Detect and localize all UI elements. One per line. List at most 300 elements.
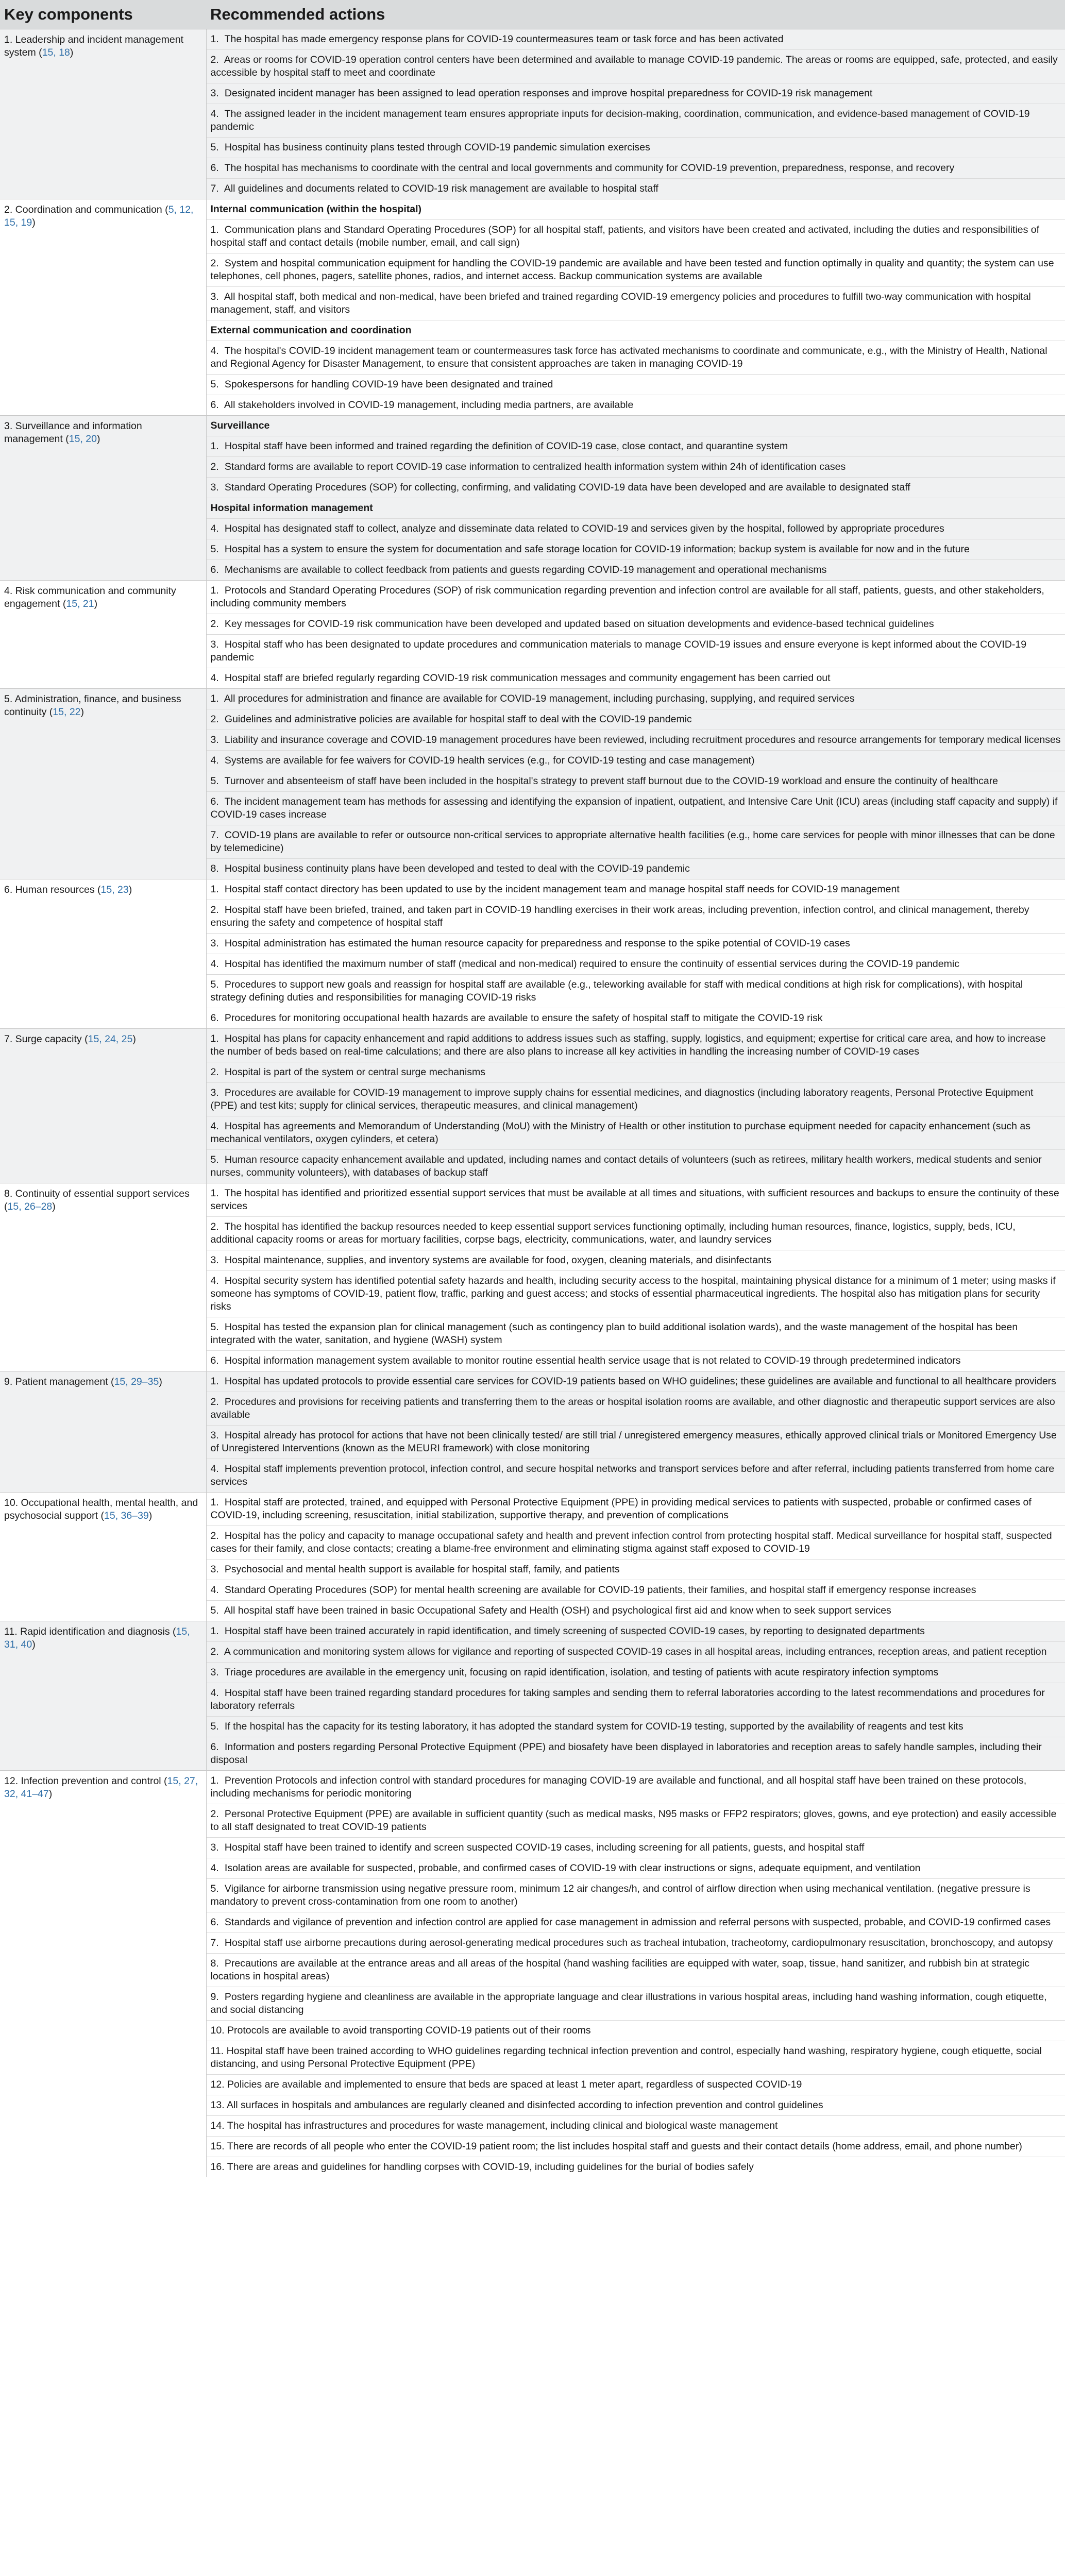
action-text: All hospital staff, both medical and non-medical, have been briefed and trained regarding COVID-19 emergency policies and procedures to fulfill two-way communication with hospital management, staff, and visitors	[210, 291, 1031, 315]
action-item	[207, 581, 1065, 614]
action-number: 8.	[210, 1958, 219, 1969]
table-section	[0, 1621, 1065, 1771]
action-number: 1.	[210, 1497, 219, 1508]
action-item	[207, 1717, 1065, 1737]
action-number: 16.	[210, 2161, 225, 2173]
action-item	[207, 457, 1065, 478]
action-item	[207, 614, 1065, 635]
subsection-heading: External communication and coordination	[207, 320, 1065, 341]
action-item	[207, 879, 1065, 900]
action-text: Hospital staff have been informed and trained regarding the definition of COVID-19 case, close contact, and quarantine system	[224, 440, 788, 452]
action-text: Hospital business continuity plans have been developed and tested to deal with the COVID-19 pandemic	[224, 863, 690, 874]
action-number: 2.	[210, 714, 219, 725]
reference-link[interactable]: 15, 24, 25	[88, 1033, 133, 1045]
action-text: The hospital has made emergency response plans for COVID-19 countermeasures team or task force and has been activated	[224, 33, 784, 45]
action-item	[207, 395, 1065, 415]
component-name: 7. Surge capacity	[4, 1033, 82, 1045]
action-number: 4.	[210, 1584, 219, 1596]
reference-link[interactable]: 15, 36–39	[104, 1510, 149, 1521]
action-number: 5.	[210, 1605, 219, 1616]
action-item	[207, 1954, 1065, 1987]
action-item	[207, 1912, 1065, 1933]
action-item	[207, 436, 1065, 457]
action-item	[207, 220, 1065, 253]
action-item	[207, 1771, 1065, 1804]
table-row	[0, 199, 1065, 416]
action-item	[207, 519, 1065, 539]
action-number: 4.	[210, 1463, 219, 1475]
action-number: 6.	[210, 1012, 219, 1024]
action-text: Hospital administration has estimated the human resource capacity for preparedness and response to the spike potential of COVID-19 cases	[224, 938, 850, 949]
action-number: 3.	[210, 1255, 219, 1266]
action-text: Procedures for monitoring occupational health hazards are available to ensure the safety of hospital staff to mitigate the COVID-19 risk	[224, 1012, 823, 1024]
action-text: Spokespersons for handling COVID-19 have been designated and trained	[224, 379, 553, 390]
action-item	[207, 375, 1065, 395]
action-item	[207, 1371, 1065, 1392]
action-item	[207, 1642, 1065, 1663]
recommended-actions-cell	[206, 1493, 1065, 1621]
action-number: 7.	[210, 829, 219, 841]
action-item	[207, 104, 1065, 138]
component-name: 9. Patient management	[4, 1376, 108, 1387]
action-number: 3.	[210, 1842, 219, 1853]
subsection-heading: Hospital information management	[207, 498, 1065, 519]
action-item	[207, 341, 1065, 375]
action-item	[207, 1317, 1065, 1351]
action-text: Vigilance for airborne transmission using negative pressure room, minimum 12 air changes/h, and control of airflow direction when using mechanical ventilation. (negative pressure is mandatory to prevent cross-contamination from one room to another)	[210, 1883, 1030, 1907]
action-number: 4.	[210, 345, 219, 357]
action-item	[207, 900, 1065, 934]
action-number: 4.	[210, 1275, 219, 1286]
action-item	[207, 1858, 1065, 1879]
action-text: Personal Protective Equipment (PPE) are available in sufficient quantity (such as medical masks, N95 masks or FFP2 respirators; gloves, gowns, and eye protection) and easily accessible to all staff designated to treat COVID-19 patients	[210, 1808, 1057, 1833]
action-item	[207, 1737, 1065, 1770]
action-item	[207, 2041, 1065, 2075]
action-number: 5.	[210, 1154, 219, 1165]
table-section	[0, 1771, 1065, 2178]
recommended-actions-cell	[206, 1621, 1065, 1771]
action-text: There are areas and guidelines for handling corpses with COVID-19, including guidelines for the burial of bodies safely	[227, 2161, 754, 2173]
component-name: 12. Infection prevention and control	[4, 1775, 161, 1787]
reference-link[interactable]: 15, 26–28	[7, 1201, 53, 1212]
key-component-cell: 6. Human resources (15, 23)	[0, 879, 206, 1029]
action-item	[207, 478, 1065, 498]
table-section	[0, 1029, 1065, 1183]
action-text: Procedures to support new goals and reassign for hospital staff are available (e.g., teleworking available for staff with medical conditions at high risk for complications), with hospital strategy defining duties and responsibilities for managing COVID-19 risks	[210, 979, 1023, 1003]
action-number: 5.	[210, 979, 219, 990]
action-number: 1.	[210, 33, 219, 45]
action-text: Triage procedures are available in the emergency unit, focusing on rapid identification, isolation, and testing of patients with acute respiratory infection symptoms	[224, 1667, 939, 1678]
action-number: 6.	[210, 162, 219, 174]
action-number: 1.	[210, 1033, 219, 1044]
header-key-components: Key components	[0, 0, 206, 29]
action-text: Prevention Protocols and infection control with standard procedures for managing COVID-19 are available and functional, and all hospital staff have been trained on these protocols, including mechanisms for periodic monitoring	[210, 1775, 1027, 1799]
action-item	[207, 1526, 1065, 1560]
action-text: The hospital has identified and prioritized essential support services that must be available at all times and situations, with sufficient resources and backups to ensure the continuity of these services	[210, 1188, 1059, 1212]
action-number: 4.	[210, 1687, 219, 1699]
action-item	[207, 1392, 1065, 1426]
action-number: 1.	[210, 224, 219, 235]
action-text: If the hospital has the capacity for its testing laboratory, it has adopted the standard system for COVID-19 testing, supported by the availability of reagents and test kits	[224, 1721, 963, 1732]
action-number: 5.	[210, 544, 219, 555]
action-text: COVID-19 plans are available to refer or outsource non-critical services to appropriate alternative health facilities (e.g., home care services for people with minor illnesses that can be done by telemedicine)	[210, 829, 1055, 854]
subsection-heading: Internal communication (within the hospital)	[207, 199, 1065, 220]
action-text: Hospital staff have been trained accurately in rapid identification, and timely screening of suspected COVID-19 cases, by reporting to designated departments	[224, 1625, 925, 1637]
action-item	[207, 954, 1065, 975]
action-item	[207, 1250, 1065, 1271]
action-item	[207, 1621, 1065, 1642]
reference-link[interactable]: 15, 29–35	[114, 1376, 159, 1387]
action-item	[207, 668, 1065, 688]
subsection-heading: Surveillance	[207, 416, 1065, 436]
action-item	[207, 539, 1065, 560]
action-number: 1.	[210, 585, 219, 596]
action-item	[207, 1493, 1065, 1526]
action-number: 3.	[210, 1087, 219, 1098]
action-item	[207, 1150, 1065, 1183]
action-number: 13.	[210, 2099, 225, 2111]
table-row	[0, 689, 1065, 879]
action-text: Procedures and provisions for receiving patients and transferring them to the areas or hospital isolation rooms are available, and other diagnostic and therapeutic support services are also available	[210, 1396, 1055, 1420]
action-item	[207, 138, 1065, 158]
component-name: 8. Continuity of essential support services	[4, 1188, 190, 1199]
action-item	[207, 1879, 1065, 1912]
table-row	[0, 879, 1065, 1029]
action-text: Hospital has agreements and Memorandum of Understanding (MoU) with the Ministry of Health or other institution to purchase equipment needed for capacity enhancement (such as mechanical ventilators, oxygen cylinders, et cetera)	[210, 1121, 1030, 1145]
action-number: 1.	[210, 884, 219, 895]
action-text: Guidelines and administrative policies are available for hospital staff to deal with the COVID-19 pandemic	[224, 714, 692, 725]
action-text: Hospital maintenance, supplies, and inventory systems are available for food, oxygen, cleaning materials, and disinfectants	[224, 1255, 772, 1266]
action-text: The hospital has identified the backup resources needed to keep essential support services functioning optimally, including human resources, finance, logistics, supply, beds, ICU, additional capacity rooms or areas for mortuary facilities, corpse bags, electricity, communications, water, and laundry services	[210, 1221, 1016, 1245]
key-component-cell: 4. Risk communication and community engagement (15, 21)	[0, 581, 206, 689]
table-row	[0, 1493, 1065, 1621]
action-item	[207, 1083, 1065, 1116]
action-number: 4.	[210, 523, 219, 534]
action-text: Hospital staff have been trained according to WHO guidelines regarding technical infection prevention and control, especially hand washing, respiratory hygiene, cough etiquette, social distancing, and using Personal Protective Equipment (PPE)	[210, 2045, 1042, 2070]
action-text: Procedures are available for COVID-19 management to improve supply chains for essential medicines, and diagnostics (including laboratory reagents, Personal Protective Equipment (PPE) and test kits; supply for clinical services, therapeutic measures, and clinical management)	[210, 1087, 1034, 1111]
action-item	[207, 771, 1065, 792]
action-number: 4.	[210, 958, 219, 970]
reference-link[interactable]: 15, 21	[66, 598, 94, 609]
table-section	[0, 29, 1065, 199]
component-name: 2. Coordination and communication	[4, 204, 162, 215]
key-component-cell: 8. Continuity of essential support services (15, 26–28)	[0, 1183, 206, 1371]
table-section	[0, 689, 1065, 879]
action-number: 7.	[210, 1937, 219, 1948]
action-item	[207, 2095, 1065, 2116]
recommended-actions-cell	[206, 29, 1065, 199]
action-item	[207, 1560, 1065, 1580]
action-text: Isolation areas are available for suspected, probable, and confirmed cases of COVID-19 with clear instructions or signs, adequate equipment, and ventilation	[224, 1862, 921, 1874]
reference-link[interactable]: 15, 18	[42, 47, 70, 58]
key-component-cell: 9. Patient management (15, 29–35)	[0, 1371, 206, 1493]
action-item	[207, 253, 1065, 287]
action-number: 1.	[210, 1775, 219, 1786]
action-text: Areas or rooms for COVID-19 operation control centers have been determined and available to manage COVID-19 pandemic. The areas or rooms are equipped, safe, protected, and easily accessible by hospital staff to meet and coordinate	[210, 54, 1058, 78]
action-item	[207, 1987, 1065, 2021]
action-item	[207, 1271, 1065, 1317]
action-number: 2.	[210, 258, 219, 269]
action-number: 2.	[210, 1066, 219, 1078]
action-text: The hospital's COVID-19 incident management team or countermeasures task force has activated mechanisms to coordinate and communicate, e.g., with the Ministry of Health, National and Regional Agency for Disaster Management, to ensure that consistent approaches are taken in managing COVID-19	[210, 345, 1047, 369]
action-number: 4.	[210, 672, 219, 684]
action-text: Posters regarding hygiene and cleanliness are available in the appropriate language and clear illustrations in various hospital areas, including hand washing information, cough etiquette, and social distancing	[210, 1991, 1047, 2015]
table-row	[0, 29, 1065, 199]
action-number: 1.	[210, 693, 219, 704]
action-text: Hospital has tested the expansion plan for clinical management (such as contingency plan to build additional isolation wards), and the waste management of the hospital has been integrated with the water, sanitation, and hygiene (WASH) system	[210, 1321, 1018, 1346]
recommended-actions-cell	[206, 416, 1065, 581]
recommended-actions-cell	[206, 581, 1065, 689]
action-text: Hospital security system has identified potential safety hazards and health, including security access to the hospital, maintaining physical distance for a minimum of 1 meter; using masks if someone has symptoms of COVID-19, patient flow, traffic, parking and guest access; and stocks of essential pharmaceutical ingredients. The hospital also has mitigation plans for security risks	[210, 1275, 1056, 1312]
action-item	[207, 730, 1065, 751]
reference-link[interactable]: 15, 23	[100, 884, 129, 895]
component-name: 5. Administration, finance, and business continuity	[4, 693, 181, 718]
reference-link[interactable]: 15, 27, 32, 41–47	[4, 1775, 198, 1800]
action-number: 3.	[210, 639, 219, 650]
action-item	[207, 179, 1065, 199]
action-text: Hospital staff have been trained regarding standard procedures for taking samples and sending them to referral laboratories according to the latest recommendations and procedures for laboratory referrals	[210, 1687, 1045, 1711]
action-number: 3.	[210, 1564, 219, 1575]
action-text: Systems are available for fee waivers for COVID-19 health services (e.g., for COVID-19 testing and case management)	[224, 755, 755, 766]
action-text: Protocols are available to avoid transporting COVID-19 patients out of their rooms	[227, 2025, 591, 2036]
action-number: 4.	[210, 1121, 219, 1132]
action-item	[207, 934, 1065, 954]
reference-link[interactable]: 15, 31, 40	[4, 1626, 190, 1650]
action-number: 6.	[210, 1355, 219, 1366]
action-number: 3.	[210, 482, 219, 493]
action-text: Hospital has designated staff to collect, analyze and disseminate data related to COVID-19 and services given by the hospital, followed by appropriate procedures	[224, 523, 944, 534]
table-row	[0, 1029, 1065, 1183]
action-item	[207, 1351, 1065, 1371]
action-item	[207, 1838, 1065, 1858]
action-text: All procedures for administration and finance are available for COVID-19 management, including purchasing, supplying, and required services	[224, 693, 855, 704]
action-item	[207, 2137, 1065, 2157]
action-item	[207, 709, 1065, 730]
action-text: Standard forms are available to report COVID-19 case information to centralized health information system within 24h of identification cases	[224, 461, 846, 472]
action-text: Hospital has plans for capacity enhancement and rapid additions to address issues such as staffing, supply, logistics, and equipment; expertise for critical care area, and how to increase the number of beds based on real-time calculations; and there are also plans to increase all key activities in handling the increasing number of COVID-19 cases	[210, 1033, 1046, 1057]
action-item	[207, 975, 1065, 1008]
action-text: Hospital has identified the maximum number of staff (medical and non-medical) required to ensure the continuity of essential services during the COVID-19 pandemic	[224, 958, 959, 970]
action-item	[207, 2157, 1065, 2177]
action-text: System and hospital communication equipment for handling the COVID-19 pandemic are available and have been tested and function optimally in quality and quantity; the system can use telephones, cell phones, pagers, satellite phones, radios, and internet access. Backup communication systems are available	[210, 258, 1054, 282]
key-component-cell: 10. Occupational health, mental health, and psychosocial support (15, 36–39)	[0, 1493, 206, 1621]
table-row	[0, 1621, 1065, 1771]
action-item	[207, 825, 1065, 859]
action-number: 6.	[210, 399, 219, 411]
action-number: 6.	[210, 564, 219, 575]
action-text: All stakeholders involved in COVID-19 management, including media partners, are available	[224, 399, 634, 411]
action-text: Key messages for COVID-19 risk communication have been developed and updated based on situation developments and evidence-based technical guidelines	[224, 618, 934, 630]
action-number: 3.	[210, 291, 219, 302]
action-text: Hospital staff are briefed regularly regarding COVID-19 risk communication messages and community engagement has been carried out	[224, 672, 831, 684]
reference-link[interactable]: 5, 12, 15, 19	[4, 204, 194, 228]
action-item	[207, 1217, 1065, 1250]
action-text: Standard Operating Procedures (SOP) for collecting, confirming, and validating COVID-19 data have been developed and are available to designated staff	[224, 482, 910, 493]
action-item	[207, 2116, 1065, 2137]
action-text: All guidelines and documents related to COVID-19 risk management are available to hospital staff	[224, 183, 658, 194]
table-header-row	[0, 0, 1065, 29]
action-number: 14.	[210, 2120, 225, 2131]
action-text: There are records of all people who enter the COVID-19 patient room; the list includes hospital staff and guests and their contact details (home address, email, and phone number)	[227, 2141, 1022, 2152]
action-item	[207, 1804, 1065, 1838]
table-section	[0, 199, 1065, 416]
action-number: 2.	[210, 1808, 219, 1820]
action-text: All hospital staff have been trained in basic Occupational Safety and Health (OSH) and psychological first aid and know when to seek support services	[224, 1605, 891, 1616]
action-number: 9.	[210, 1991, 219, 2003]
action-item	[207, 1580, 1065, 1601]
action-item	[207, 2075, 1065, 2095]
action-item	[207, 2021, 1065, 2041]
action-number: 2.	[210, 618, 219, 630]
key-component-cell: 3. Surveillance and information management (15, 20)	[0, 416, 206, 581]
action-number: 3.	[210, 88, 219, 99]
table-row	[0, 1371, 1065, 1493]
action-number: 4.	[210, 108, 219, 120]
table-row	[0, 416, 1065, 581]
action-item	[207, 1116, 1065, 1150]
action-item	[207, 1601, 1065, 1621]
action-number: 3.	[210, 1667, 219, 1678]
action-text: Standards and vigilance of prevention and infection control are applied for case management in admission and referral persons with suspected, probable, and COVID-19 confirmed cases	[224, 1917, 1051, 1928]
action-text: Mechanisms are available to collect feedback from patients and guests regarding COVID-19 management and operational mechanisms	[224, 564, 827, 575]
action-number: 4.	[210, 1862, 219, 1874]
table-section	[0, 879, 1065, 1029]
action-number: 4.	[210, 755, 219, 766]
action-number: 15.	[210, 2141, 225, 2152]
action-number: 2.	[210, 54, 219, 65]
action-number: 5.	[210, 379, 219, 390]
recommended-actions-cell	[206, 1771, 1065, 2178]
action-number: 1.	[210, 1376, 219, 1387]
action-number: 2.	[210, 1396, 219, 1408]
action-number: 3.	[210, 1430, 219, 1441]
action-item	[207, 158, 1065, 179]
action-item	[207, 1008, 1065, 1028]
action-number: 1.	[210, 440, 219, 452]
component-name: 10. Occupational health, mental health, and psychosocial support	[4, 1497, 198, 1521]
action-item	[207, 29, 1065, 50]
action-number: 2.	[210, 1530, 219, 1541]
table-section	[0, 581, 1065, 689]
recommended-actions-cell	[206, 1183, 1065, 1371]
action-text: Communication plans and Standard Operating Procedures (SOP) for all hospital staff, patients, and visitors have been created and activated, including the duties and responsibilities of hospital staff and contact details (mobile number, email, and call sign)	[210, 224, 1040, 248]
action-text: Hospital has business continuity plans tested through COVID-19 pandemic simulation exercises	[224, 142, 650, 153]
action-text: Information and posters regarding Personal Protective Equipment (PPE) and biosafety have been displayed in laboratories and reception areas to safely handle samples, including their disposal	[210, 1741, 1042, 1766]
action-text: The incident management team has methods for assessing and identifying the expansion of inpatient, outpatient, and Intensive Care Unit (ICU) areas (including staff capacity and supply) if COVID-19 cases increase	[210, 796, 1058, 820]
action-text: All surfaces in hospitals and ambulances are regularly cleaned and disinfected according to infection prevention and control guidelines	[226, 2099, 823, 2111]
action-number: 6.	[210, 1741, 219, 1753]
action-item	[207, 859, 1065, 879]
action-text: Hospital is part of the system or central surge mechanisms	[224, 1066, 486, 1078]
action-number: 1.	[210, 1625, 219, 1637]
component-name: 1. Leadership and incident management system	[4, 34, 183, 58]
action-number: 6.	[210, 1917, 219, 1928]
action-number: 5.	[210, 775, 219, 787]
action-item	[207, 1459, 1065, 1492]
action-text: The hospital has mechanisms to coordinate with the central and local governments and community for COVID-19 prevention, preparedness, response, and recovery	[224, 162, 955, 174]
action-number: 2.	[210, 1221, 219, 1232]
action-text: Human resource capacity enhancement available and updated, including names and contact details of volunteers (such as retirees, military health workers, medical students and senior nurses, community volunteers), with databases of backup staff	[210, 1154, 1042, 1178]
action-number: 11.	[210, 2045, 224, 2057]
action-item	[207, 1683, 1065, 1717]
action-text: Hospital information management system available to monitor routine essential health service usage that is not related to COVID-19 through predetermined indicators	[224, 1355, 961, 1366]
table-section	[0, 1371, 1065, 1493]
action-number: 12.	[210, 2079, 225, 2090]
action-text: Liability and insurance coverage and COVID-19 management procedures have been reviewed, including recruitment procedures and resource arrangements for temporary medical licenses	[224, 734, 1061, 745]
action-text: Hospital staff implements prevention protocol, infection control, and secure hospital networks and transport services before and after referral, including patients transferred from home care services	[210, 1463, 1055, 1487]
recommended-actions-cell	[206, 1029, 1065, 1183]
key-component-cell: 5. Administration, finance, and business continuity (15, 22)	[0, 689, 206, 879]
action-text: Hospital already has protocol for actions that have not been clinically tested/ are still trial / unregistered emergency measures, ethically approved clinical trials or Monitored Emergency Use of Unregistered Interventions (known as the MEURI framework) with close monitoring	[210, 1430, 1057, 1454]
action-item	[207, 689, 1065, 709]
action-text: Hospital staff have been trained to identify and screen suspected COVID-19 cases, including screening for all patients, guests, and hospital staff	[224, 1842, 865, 1853]
action-number: 7.	[210, 183, 219, 194]
action-text: Policies are available and implemented to ensure that beds are spaced at least 1 meter apart, regardless of suspected COVID-19	[227, 2079, 802, 2090]
action-text: Standard Operating Procedures (SOP) for mental health screening are available for COVID-19 patients, their families, and hospital staff if emergency response increases	[224, 1584, 976, 1596]
action-item	[207, 1062, 1065, 1083]
action-text: Hospital staff are protected, trained, and equipped with Personal Protective Equipment (PPE) in providing medical services to patients with suspected, probable or confirmed cases of COVID-19, including screening, resuscitation, initial stabilization, supportive therapy, and prevention of complications	[210, 1497, 1032, 1521]
key-component-cell: 11. Rapid identification and diagnosis (15, 31, 40)	[0, 1621, 206, 1771]
action-item	[207, 792, 1065, 825]
recommended-actions-cell	[206, 879, 1065, 1029]
table-row	[0, 581, 1065, 689]
action-number: 5.	[210, 1321, 219, 1333]
action-number: 3.	[210, 734, 219, 745]
recommended-actions-cell	[206, 689, 1065, 879]
action-text: Turnover and absenteeism of staff have been included in the hospital's strategy to prevent staff burnout due to the COVID-19 workload and ensure the continuity of healthcare	[224, 775, 999, 787]
action-text: Hospital staff have been briefed, trained, and taken part in COVID-19 handling exercises in their work areas, including prevention, infection control, and clinical management, thereby ensuring the safety and competence of hospital staff	[210, 904, 1029, 928]
action-number: 3.	[210, 938, 219, 949]
action-item	[207, 83, 1065, 104]
action-item	[207, 1029, 1065, 1062]
action-number: 8.	[210, 863, 219, 874]
action-item	[207, 751, 1065, 771]
action-number: 5.	[210, 1721, 219, 1732]
action-number: 2.	[210, 1646, 219, 1657]
action-number: 2.	[210, 461, 219, 472]
action-item	[207, 560, 1065, 580]
action-item	[207, 287, 1065, 320]
action-text: Hospital has updated protocols to provide essential care services for COVID-19 patients based on WHO guidelines; these guidelines are available and functional to all healthcare providers	[224, 1376, 1056, 1387]
action-number: 6.	[210, 796, 219, 807]
action-text: Precautions are available at the entrance areas and all areas of the hospital (hand washing facilities are equipped with water, soap, tissue, hand sanitizer, and rubbish bin at strategic locations in hospital areas)	[210, 1958, 1029, 1982]
table-row	[0, 1183, 1065, 1371]
action-number: 5.	[210, 1883, 219, 1894]
recommended-actions-cell	[206, 1371, 1065, 1493]
action-item	[207, 1933, 1065, 1954]
table-section	[0, 416, 1065, 581]
reference-link[interactable]: 15, 22	[53, 706, 81, 718]
action-number: 2.	[210, 904, 219, 916]
action-text: Protocols and Standard Operating Procedures (SOP) of risk communication regarding prevention and infection control are available for all staff, patients, guests, and other stakeholders, including community members	[210, 585, 1044, 609]
action-item	[207, 50, 1065, 83]
action-text: Hospital staff contact directory has been updated to use by the incident management team and manage hospital staff needs for COVID-19 management	[224, 884, 900, 895]
action-text: Hospital staff who has been designated to update procedures and communication materials to manage COVID-19 issues and ensure everyone is kept informed about the COVID-19 pandemic	[210, 639, 1027, 663]
action-item	[207, 1663, 1065, 1683]
action-text: Designated incident manager has been assigned to lead operation responses and improve hospital preparedness for COVID-19 risk management	[224, 88, 873, 99]
action-text: Hospital staff use airborne precautions during aerosol-generating medical procedures such as tracheal intubation, tracheotomy, cardiopulmonary resuscitation, bronchoscopy, and autopsy	[224, 1937, 1053, 1948]
table-section	[0, 1183, 1065, 1371]
action-number: 1.	[210, 1188, 219, 1199]
reference-link[interactable]: 15, 20	[69, 433, 97, 445]
component-name: 4. Risk communication and community engagement	[4, 585, 176, 609]
key-component-cell: 12. Infection prevention and control (15, 27, 32, 41–47)	[0, 1771, 206, 2178]
action-number: 5.	[210, 142, 219, 153]
table-section	[0, 1493, 1065, 1621]
action-text: Hospital has the policy and capacity to manage occupational safety and health and prevent infection control from protecting hospital staff. Medical surveillance for hospital staff, suspected cases for their family, and close contacts; creating a blame-free environment and eliminating stigma against staff exposed to COVID-19	[210, 1530, 1052, 1554]
action-text: The assigned leader in the incident management team ensures appropriate inputs for decision-making, coordination, communication, and evidence-based management of COVID-19 pandemic	[210, 108, 1030, 132]
component-name: 11. Rapid identification and diagnosis	[4, 1626, 170, 1637]
